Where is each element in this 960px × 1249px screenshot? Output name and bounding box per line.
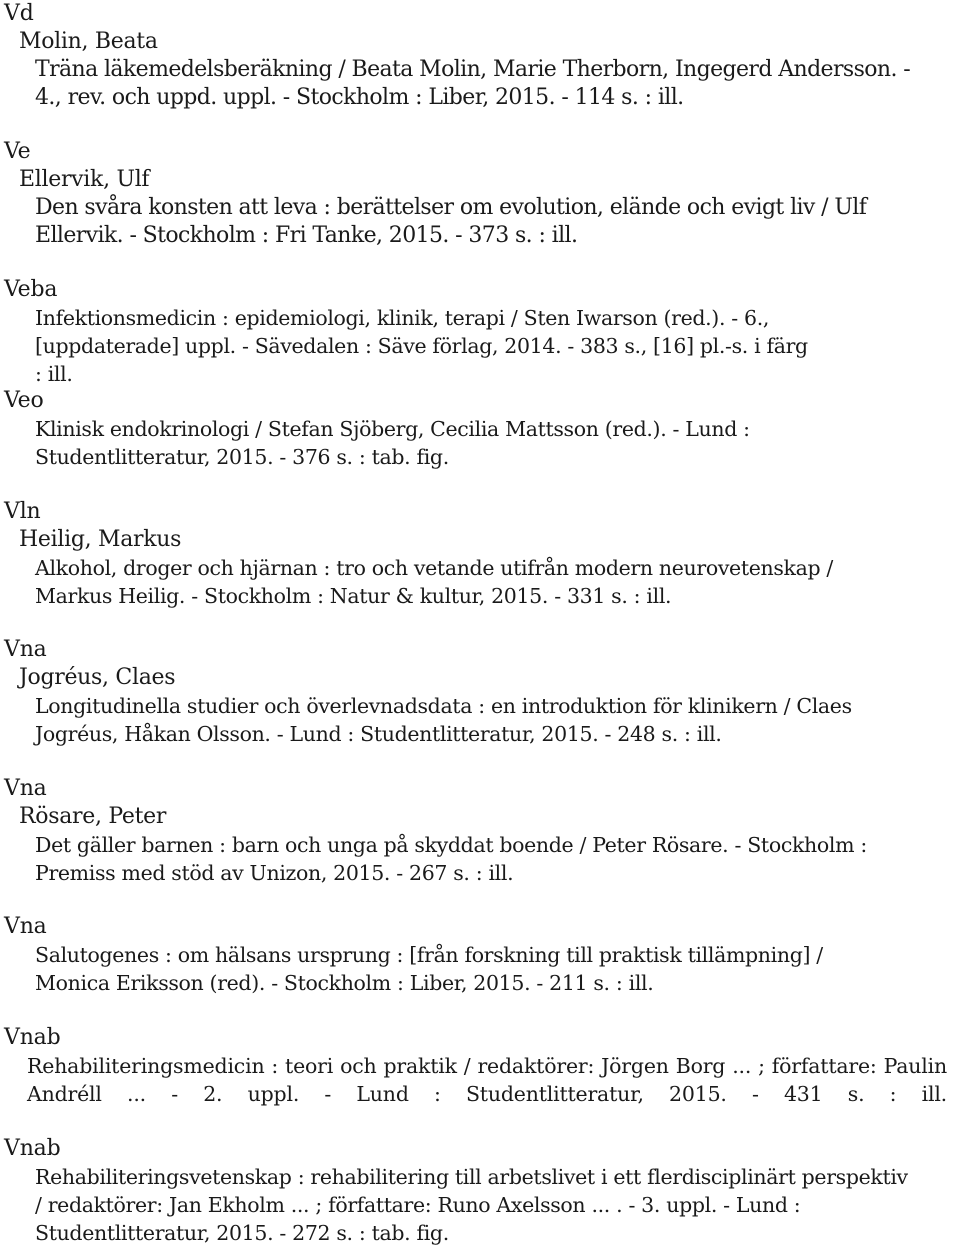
classification-code: Veo: [4, 388, 44, 413]
entry-citation: Longitudinella studier och överlevnadsdata : en introduktion för klinikern / Claes Jogréus, Håkan Olsson. - Lund : Studentlitteratur, 2015. - 248 s. : ill.: [35, 694, 852, 746]
catalog-entry: [4, 0, 924, 112]
catalog-entry: [4, 913, 924, 997]
catalog-entry: [4, 636, 924, 748]
classification-code: Vna: [4, 776, 47, 801]
entry-citation: Salutogenes : om hälsans ursprung : [från forskning till praktisk tillämpning] / Monica Eriksson (red). - Stockholm : Liber, 2015. - 211 s. : ill.: [35, 943, 823, 995]
entry-citation: Träna läkemedelsberäkning / Beata Molin, Marie Therborn, Ingegerd Andersson. - 4., rev. och uppd. uppl. - Stockholm : Liber, 2015. - 114 s. : ill.: [35, 57, 911, 110]
entry-citation: Rehabiliteringsvetenskap : rehabilitering till arbetslivet i ett flerdisciplinärt perspektiv / redaktörer: Jan Ekholm ... ; författare: Runo Axelsson ... . - 3. uppl. - Lund : Studentlitteratur, 2015. - 272 s. : tab. fig.: [35, 1165, 908, 1245]
classification-code: Vd: [4, 1, 34, 26]
entry-author: Molin, Beata: [19, 29, 158, 54]
classification-code: Vna: [4, 914, 47, 939]
entry-author: Ellervik, Ulf: [19, 167, 150, 192]
entry-citation: Den svåra konsten att leva : berättelser om evolution, elände och evigt liv / Ulf Ellervik. - Stockholm : Fri Tanke, 2015. - 373 s. : ill.: [35, 195, 867, 248]
catalog-entry: [4, 138, 924, 250]
entry-citation: Klinisk endokrinologi / Stefan Sjöberg, Cecilia Mattsson (red.). - Lund : Studentlitteratur, 2015. - 376 s. : tab. fig.: [35, 417, 750, 469]
entry-author: Heilig, Markus: [19, 527, 182, 552]
classification-code: Vnab: [4, 1025, 61, 1050]
catalog-entry: [4, 276, 924, 388]
catalog-entry: [4, 775, 924, 887]
catalog-entry: [4, 498, 924, 610]
classification-code: Ve: [4, 139, 31, 164]
catalog-entry: [4, 1024, 947, 1136]
entry-author: Jogréus, Claes: [19, 665, 176, 690]
entry-citation: Alkohol, droger och hjärnan : tro och vetande utifrån modern neurovetenskap / Markus Heilig. - Stockholm : Natur & kultur, 2015. - 331 s. : ill.: [35, 556, 833, 608]
catalog-entry: [4, 387, 924, 471]
entry-citation: Det gäller barnen : barn och unga på skyddat boende / Peter Rösare. - Stockholm : Premiss med stöd av Unizon, 2015. - 267 s. : ill.: [35, 833, 867, 885]
classification-code: Vnab: [4, 1136, 61, 1161]
entry-citation: Infektionsmedicin : epidemiologi, klinik, terapi / Sten Iwarson (red.). - 6., [uppdaterade] uppl. - Sävedalen : Säve förlag, 2014. - 383 s., [16] pl.-s. i färg : ill.: [35, 306, 808, 386]
entry-author: Rösare, Peter: [19, 804, 167, 829]
catalog-entry: [4, 1135, 924, 1247]
entry-citation: Rehabiliteringsmedicin : teori och praktik / redaktörer: Jörgen Borg ... ; författare: Paulin Andréll ... - 2. uppl. - Lund : Studentlitteratur, 2015. - 431 s. : ill.: [27, 1054, 947, 1106]
classification-code: Veba: [4, 277, 58, 302]
classification-code: Vna: [4, 637, 47, 662]
classification-code: Vln: [4, 499, 41, 524]
